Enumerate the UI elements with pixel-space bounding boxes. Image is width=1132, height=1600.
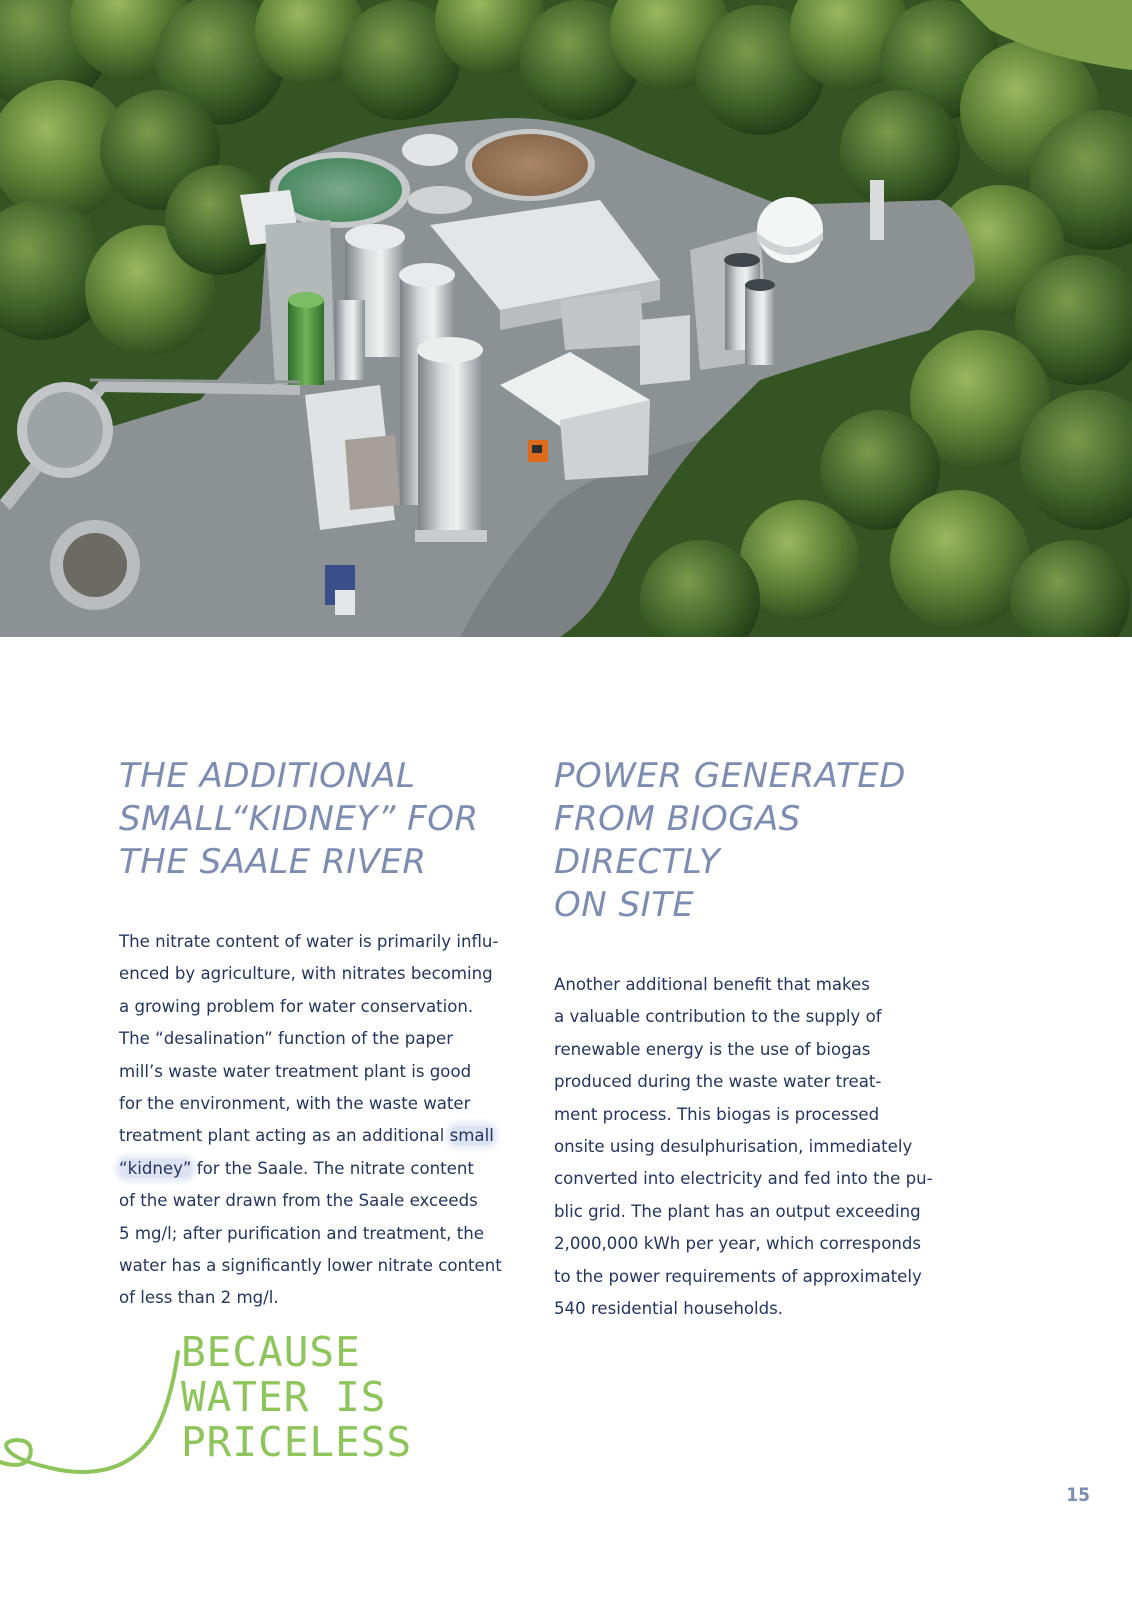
slogan-because-water-is-priceless	[0, 1328, 413, 1510]
body-line: water has a significantly lower nitrate content	[119, 1256, 502, 1276]
body-line: 540 residential households.	[554, 1299, 784, 1319]
body-line: produced during the waste water treat-	[554, 1072, 882, 1092]
body-text-nitrate	[119, 926, 529, 1315]
body-line: renewable energy is the use of biogas	[554, 1039, 871, 1059]
heading-line: ON SITE	[554, 885, 695, 925]
body-line: mill’s waste water treatment plant is good	[119, 1061, 472, 1081]
heading-line: THE ADDITIONAL	[119, 756, 416, 796]
body-line	[119, 1120, 529, 1152]
body-line: ment process. This biogas is processed	[554, 1104, 880, 1124]
slogan-line: WATER IS	[181, 1373, 387, 1421]
body-line: 2,000,000 kWh per year, which corresponds	[554, 1234, 922, 1254]
body-line-text: for the Saale. The nitrate content	[191, 1158, 474, 1178]
body-line: to the power requirements of approximately	[554, 1266, 922, 1286]
highlighted-text: small	[449, 1126, 494, 1146]
highlighted-text: “kidney”	[119, 1158, 192, 1178]
body-line: converted into electricity and fed into the pu-	[554, 1169, 933, 1189]
slogan-line: BECAUSE	[181, 1328, 361, 1376]
slogan-line: PRICELESS	[181, 1418, 413, 1466]
body-line: The nitrate content of water is primarily influ-	[119, 932, 499, 951]
body-line: The “desalination” function of the paper	[119, 1029, 454, 1049]
body-line: Another additional benefit that makes	[554, 975, 870, 994]
body-line: onsite using desulphurisation, immediately	[554, 1137, 913, 1157]
heading-line: SMALL“KIDNEY” FOR	[119, 799, 479, 839]
body-line: of the water drawn from the Saale exceeds	[119, 1191, 478, 1211]
aerial-photo	[0, 0, 1132, 637]
heading-line: FROM BIOGAS DIRECTLY	[554, 799, 801, 882]
heading-line: THE SAALE RIVER	[119, 842, 427, 882]
body-line: a growing problem for water conservation.	[119, 996, 474, 1016]
heading-line: POWER GENERATED	[554, 756, 906, 796]
body-line: 5 mg/l; after purification and treatment, the	[119, 1223, 484, 1243]
page-number: 15	[1066, 1484, 1090, 1506]
article-column-nitrate	[119, 755, 529, 1315]
body-line-text: treatment plant acting as an additional	[119, 1126, 450, 1146]
article-column-biogas	[554, 755, 964, 1325]
body-line: of less than 2 mg/l.	[119, 1288, 279, 1308]
body-line	[119, 1153, 529, 1185]
body-line: enced by agriculture, with nitrates becoming	[119, 964, 493, 984]
heading-power-biogas	[554, 755, 964, 927]
body-line: a valuable contribution to the supply of	[554, 1007, 882, 1027]
body-line: blic grid. The plant has an output exceeding	[554, 1201, 921, 1221]
body-text-biogas	[554, 969, 964, 1325]
body-line: for the environment, with the waste water	[119, 1094, 471, 1114]
slogan-text	[181, 1330, 412, 1465]
heading-additional-kidney	[119, 755, 529, 884]
